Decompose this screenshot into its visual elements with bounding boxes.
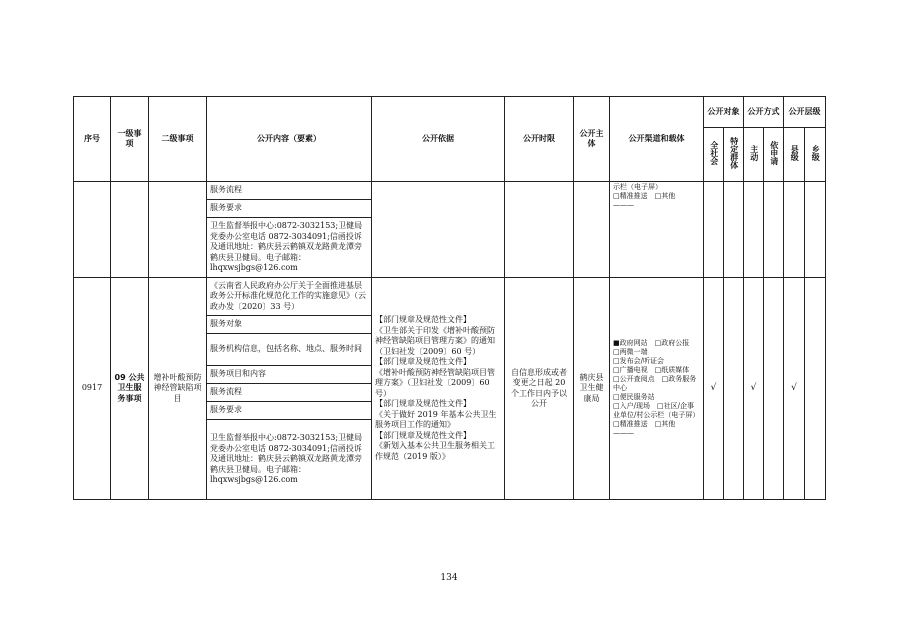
header-target: 公开对象 — [704, 97, 744, 128]
header-target-all: 全社会 — [704, 128, 724, 182]
header-method-request: 依申请 — [764, 128, 784, 182]
header-time-limit: 公开时限 — [505, 97, 574, 182]
header-channel: 公开渠道和载体 — [610, 97, 704, 182]
content-cell: 服务流程 — [207, 384, 372, 402]
level-township-check — [805, 278, 826, 500]
target-all-check: √ — [704, 278, 724, 500]
content-cell: 服务对象 — [207, 316, 372, 334]
content-cell: 卫生监督举报中心:0872-3032153;卫健局党委办公室电话 0872-3034091;信函投诉及通讯地址：鹤庆县云鹤镇双龙路黄龙潭旁鹤庆县卫健局。电子邮箱：lhqxwsjbgs@126.com — [207, 218, 372, 278]
level-county-check: √ — [784, 278, 805, 500]
target-specific-check — [724, 278, 744, 500]
method-active-check: √ — [744, 278, 764, 500]
basis-cell: 【部门规章及规范性文件】 《卫生部关于印发《增补叶酸预防神经管缺陷项目管理方案》的通知（卫妇社发〔2009〕60 号） 【部门规章及规范性文件】 《增补叶酸预防神经管缺陷项目管理方案》（卫妇社发〔2009〕60 号） 【部门规章及规范性文件】 《关于做好 2019 年基本公共卫生服务项目工作的通知》 【部门规章及规范性文件】 《新划入基本公共卫生服务相关工作规范（2019 版）》 — [372, 278, 505, 500]
header-content: 公开内容（要素） — [207, 97, 372, 182]
content-cell: 服务流程 — [207, 182, 372, 200]
time-limit-cell: 自信息形成或者变更之日起 20 个工作日内予以公开 — [505, 278, 574, 500]
header-level1: 一级事项 — [111, 97, 149, 182]
table-row — [74, 182, 826, 200]
header-row — [74, 97, 826, 128]
content-cell: 《云南省人民政府办公厅关于全面推进基层政务公开标准化规范化工作的实施意见》（云政办发〔2020〕33 号） — [207, 278, 372, 316]
header-level-township: 乡级 — [805, 128, 826, 182]
header-target-specific: 特定群体 — [724, 128, 744, 182]
header-level-county: 县级 — [784, 128, 805, 182]
header-level: 公开层级 — [784, 97, 826, 128]
disclosure-table — [73, 96, 826, 500]
level2-cell: 增补叶酸预防神经管缺陷项目 — [149, 278, 207, 500]
table-row — [74, 278, 826, 316]
subject-cell: 鹤庆县卫生健康局 — [574, 278, 610, 500]
content-cell: 服务要求 — [207, 402, 372, 420]
method-request-check — [764, 278, 784, 500]
seq-cell: 0917 — [74, 278, 111, 500]
header-method: 公开方式 — [744, 97, 784, 128]
content-cell: 服务要求 — [207, 200, 372, 218]
header-method-active: 主动 — [744, 128, 764, 182]
content-cell: 服务项目和内容 — [207, 366, 372, 384]
level1-cell: 09 公共卫生服务事项 — [111, 278, 149, 500]
channel-cell: ■政府网站 □政府公报 □两微一端 □发布会/听证会 □广播电视 □纸质媒体 □公开查阅点 □政务服务中心 □便民服务站 □入户/现场 □社区/企事业单位/村公示栏（电子屏） □精准推送 □其他 ——— — [610, 278, 704, 500]
header-subject: 公开主体 — [574, 97, 610, 182]
header-level2: 二级事项 — [149, 97, 207, 182]
channel-cell: 示栏（电子屏） □精准推送 □其他 ——— — [610, 182, 704, 278]
content-cell: 服务机构信息，包括名称、地点、服务时间 — [207, 334, 372, 366]
page-number: 134 — [440, 573, 458, 583]
content-cell: 卫生监督举报中心:0872-3032153;卫健局党委办公室电话 0872-3034091;信函投诉及通讯地址：鹤庆县云鹤镇双龙路黄龙潭旁鹤庆县卫健局。电子邮箱：lhqxwsjbgs@126.com — [207, 420, 372, 500]
header-basis: 公开依据 — [372, 97, 505, 182]
header-seq: 序号 — [74, 97, 111, 182]
